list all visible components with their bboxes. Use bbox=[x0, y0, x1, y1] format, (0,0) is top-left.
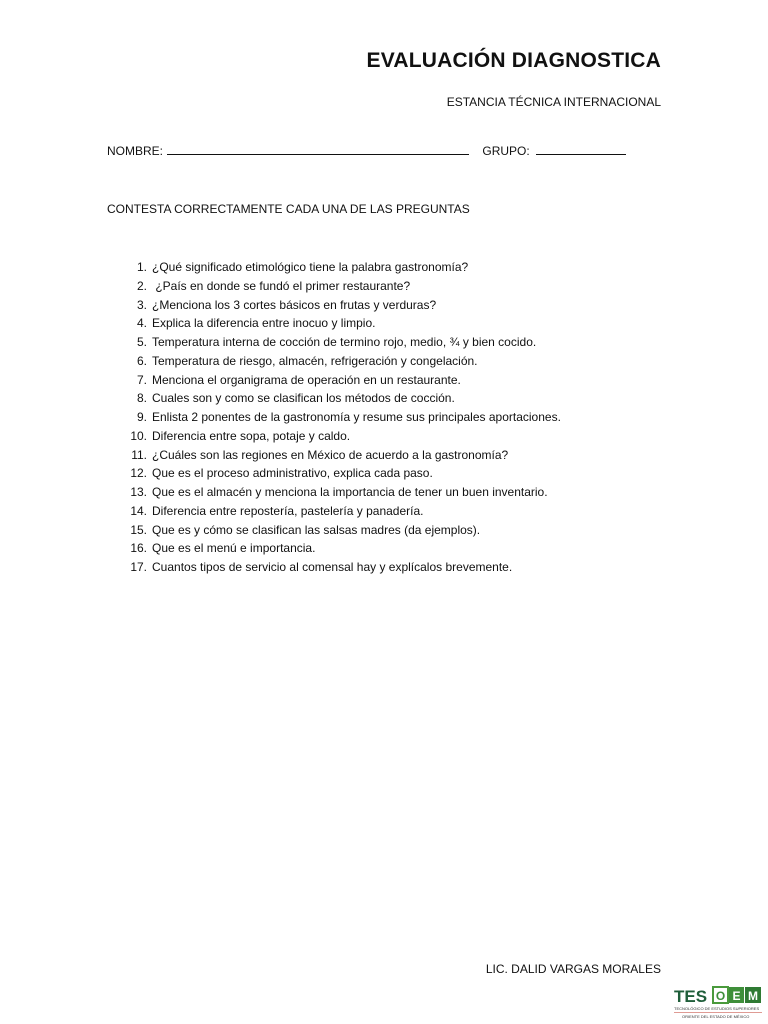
question-number: 2. bbox=[136, 278, 147, 293]
question-text: Que es el proceso administrativo, explica cada paso. bbox=[152, 466, 433, 481]
question-item bbox=[107, 389, 561, 408]
page-title: EVALUACIÓN DIAGNOSTICA bbox=[366, 49, 661, 72]
question-text: Temperatura de riesgo, almacén, refrigeración y congelación. bbox=[152, 353, 478, 368]
instructions: CONTESTA CORRECTAMENTE CADA UNA DE LAS PREGUNTAS bbox=[107, 202, 470, 216]
logo-line-2: ORIENTE DEL ESTADO DE MÉXICO bbox=[682, 1014, 750, 1019]
group-label: GRUPO: bbox=[482, 144, 530, 158]
question-item bbox=[107, 352, 561, 371]
logo-tes-text: TES bbox=[674, 987, 708, 1006]
question-text: Explica la diferencia entre inocuo y limpio. bbox=[152, 316, 376, 331]
name-blank-line[interactable] bbox=[167, 143, 469, 155]
question-item bbox=[107, 483, 561, 502]
question-item bbox=[107, 408, 561, 427]
question-list bbox=[107, 258, 561, 577]
question-number: 14. bbox=[130, 503, 147, 518]
question-number: 4. bbox=[136, 316, 147, 331]
question-text: ¿País en donde se fundó el primer restaurante? bbox=[152, 278, 411, 293]
question-item bbox=[107, 558, 561, 577]
question-text: Que es el almacén y menciona la importancia de tener un buen inventario. bbox=[152, 485, 548, 499]
student-info-fields bbox=[107, 143, 626, 158]
question-item bbox=[107, 314, 561, 333]
question-number: 10. bbox=[130, 428, 147, 443]
question-text: Cuantos tipos de servicio al comensal hay y explícalos brevemente. bbox=[152, 560, 513, 574]
question-text: ¿Cuáles son las regiones en México de acuerdo a la gastronomía? bbox=[152, 447, 509, 462]
question-text: Que es y cómo se clasifican las salsas madres (da ejemplos). bbox=[152, 522, 481, 537]
question-text: Enlista 2 ponentes de la gastronomía y resume sus principales aportaciones. bbox=[152, 410, 561, 424]
question-number: 3. bbox=[136, 297, 147, 312]
question-text: Menciona el organigrama de operación en un restaurante. bbox=[152, 372, 461, 387]
question-item bbox=[107, 464, 561, 483]
question-text: Cuales son y como se clasifican los métodos de cocción. bbox=[152, 391, 455, 406]
page-subtitle: ESTANCIA TÉCNICA INTERNACIONAL bbox=[446, 95, 661, 109]
question-number: 16. bbox=[130, 541, 147, 556]
question-item bbox=[107, 333, 561, 352]
svg-text:E: E bbox=[732, 989, 741, 1003]
question-number: 13. bbox=[130, 485, 147, 499]
question-text: Temperatura interna de cocción de termino rojo, medio, ¾ y bien cocido. bbox=[152, 335, 537, 349]
question-item bbox=[107, 502, 561, 521]
question-number: 11. bbox=[131, 447, 147, 462]
question-item bbox=[107, 296, 561, 315]
question-item bbox=[107, 539, 561, 558]
question-number: 5. bbox=[136, 335, 147, 349]
question-text: Que es el menú e importancia. bbox=[152, 541, 316, 556]
teacher-signature: LIC. DALID VARGAS MORALES bbox=[485, 962, 661, 976]
question-number: 12. bbox=[130, 466, 147, 481]
question-item bbox=[107, 277, 561, 296]
question-number: 9. bbox=[136, 410, 147, 424]
question-text: Diferencia entre repostería, pastelería y panadería. bbox=[152, 503, 424, 518]
svg-text:O: O bbox=[715, 989, 726, 1003]
svg-text:M: M bbox=[748, 989, 758, 1003]
question-text: ¿Menciona los 3 cortes básicos en frutas y verduras? bbox=[152, 297, 437, 312]
question-item bbox=[107, 446, 561, 465]
question-number: 1. bbox=[136, 260, 147, 274]
question-number: 8. bbox=[136, 391, 147, 406]
question-item bbox=[107, 258, 561, 277]
question-number: 15. bbox=[130, 522, 147, 537]
tes-oem-logo bbox=[672, 983, 766, 1021]
question-number: 6. bbox=[136, 353, 147, 368]
group-blank-line[interactable] bbox=[536, 143, 626, 155]
question-text: ¿Qué significado etimológico tiene la palabra gastronomía? bbox=[152, 260, 469, 274]
question-number: 17. bbox=[130, 560, 147, 574]
logo-line-1: TECNOLÓGICO DE ESTUDIOS SUPERIORES bbox=[674, 1006, 760, 1011]
question-number: 7. bbox=[136, 372, 147, 387]
name-label: NOMBRE: bbox=[107, 144, 164, 158]
question-item bbox=[107, 521, 561, 540]
question-item bbox=[107, 371, 561, 390]
question-item bbox=[107, 427, 561, 446]
question-text: Diferencia entre sopa, potaje y caldo. bbox=[152, 428, 351, 443]
